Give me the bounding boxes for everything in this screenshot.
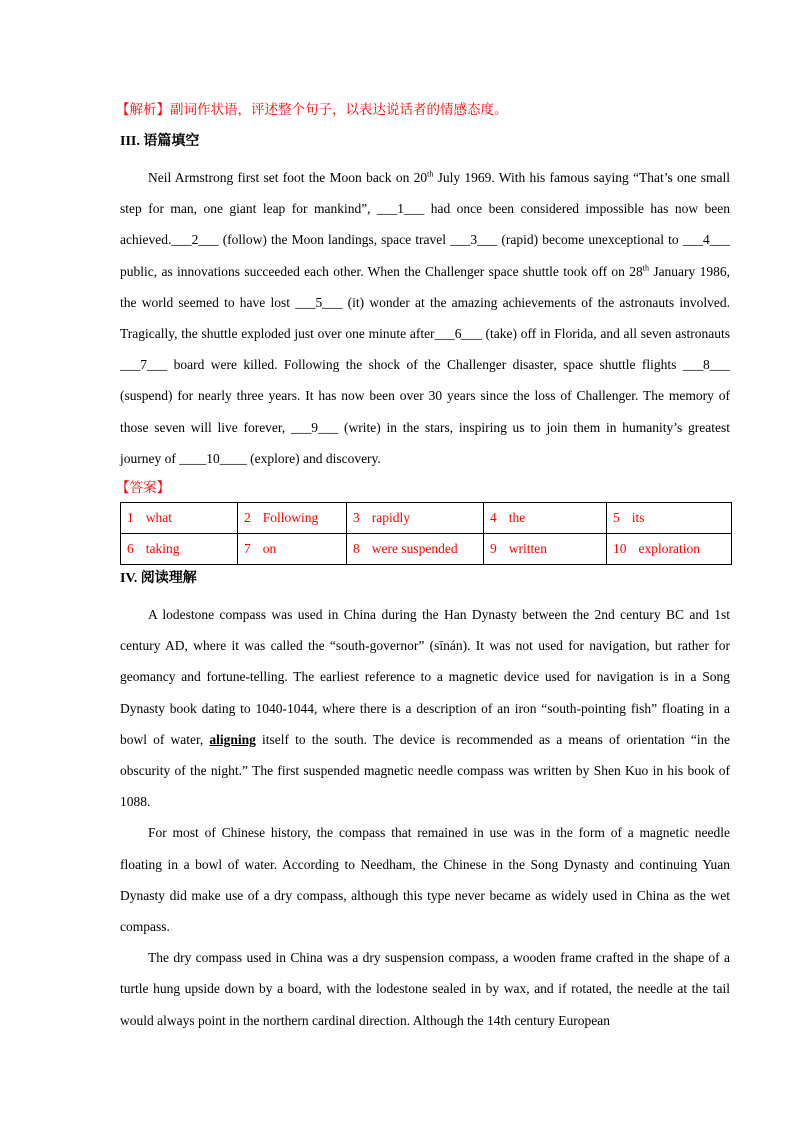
passage-part-3: January 1986, the world seemed to have lost ___5___ (it) wonder at the amazing achievements of the astronauts involved. Tragically, the shuttle exploded just over one minute after___6___ (take) off in Florida, and all seven astronauts ___7___ board were killed. Following the shock of the Challenger disaster, space shuttle flights ___8___ (suspend) for nearly three years. It has now been over 30 years since the loss of Challenger. The memory of those seven will live forever, ___9___ (write) in the stars, inspiring us to join them in humanity’s greatest journey of ____10____ (explore) and discovery. [120, 263, 731, 466]
answer-number: 7 [244, 541, 251, 557]
answer-number: 9 [490, 541, 497, 557]
passage-part-2: July 1969. With his famous saying “That’s one small step for man, one giant leap for mankind”, ___1___ had once been considered impossible has now been achieved.___2___ (follow) the Moon landings, space travel ___3___ (rapid) become unexceptional to ___4___ public, as innovations succeeded each other. When the Challenger space shuttle took off on 28 [120, 170, 731, 279]
keyword-aligning: aligning [209, 731, 256, 747]
passage-sup-2: th [642, 263, 649, 273]
reading-text: A lodestone compass was used in China during the Han Dynasty between the 2nd century BC and 1st century AD, where it was called the “south-governor” (sīnán). It was not used for navigation, but rather for geomancy and fortune-telling. The earliest reference to a magnetic device used for navigation is in a Song Dynasty book dating to 1040-1044, where there is a description of an iron “south-pointing fish” floating in a bowl of water, [120, 607, 730, 747]
answer-table [120, 502, 732, 565]
answer-number: 8 [353, 541, 360, 557]
answer-row [121, 534, 732, 565]
passage-sup-1: th [427, 169, 434, 179]
answer-number: 5 [613, 510, 620, 526]
answer-text: what [145, 510, 172, 526]
answer-cell [607, 534, 732, 565]
answer-text: rapidly [371, 510, 410, 526]
answer-cell [121, 534, 238, 565]
answer-text: its [631, 510, 645, 526]
answer-number: 3 [353, 510, 360, 526]
answer-row [121, 503, 732, 534]
reading-paragraph-2: For most of Chinese history, the compass that remained in use was in the form of a magnetic needle floating in a bowl of water. According to Needham, the Chinese in the Song Dynasty and continuing Yuan Dynasty did make use of a dry compass, although this type never became as widely used in China as the wet compass. [120, 825, 730, 935]
answer-label: 【答案】 [116, 480, 170, 496]
analysis-text: 副词作状语，评述整个句子，以表达说话者的情感态度。 [170, 102, 508, 117]
reading-paragraph-3: The dry compass used in China was a dry suspension compass, a wooden frame crafted in the shape of a turtle hung upside down by a board, with the lodestone sealed in by wax, and if rotated, the needle at the tail would always point in the northern cardinal direction. Although the 14th century European [120, 950, 730, 1028]
cloze-passage [120, 162, 730, 474]
answer-number: 4 [490, 510, 497, 526]
answer-number: 1 [127, 510, 134, 526]
answer-cell [484, 534, 607, 565]
answer-cell [347, 534, 484, 565]
answer-number: 2 [244, 510, 251, 526]
section-3-title: III. 语篇填空 [120, 134, 200, 149]
answer-cell [484, 503, 607, 534]
reading-passage [120, 599, 730, 1036]
answer-text: were suspended [371, 541, 458, 557]
answer-cell [238, 534, 347, 565]
answer-text: taking [145, 541, 180, 557]
answer-number: 6 [127, 541, 134, 557]
answer-cell [238, 503, 347, 534]
reading-text: itself to the south. The device is recommended as a means of orientation “in the obscurity of the night.” The first suspended magnetic needle compass was written by Shen Kuo in his book of 1088. [120, 731, 731, 810]
answer-text: Following [262, 510, 319, 526]
answer-text: exploration [638, 541, 700, 557]
passage-part-1: Neil Armstrong first set foot the Moon back on 20 [148, 170, 428, 185]
reading-paragraph-1 [120, 599, 730, 817]
answer-text: on [262, 541, 277, 557]
answer-text: the [508, 510, 526, 526]
section-4-title: IV. 阅读理解 [120, 571, 197, 587]
analysis-label: 【解析】 [116, 102, 170, 117]
analysis-note [116, 100, 730, 120]
answer-cell [607, 503, 732, 534]
answer-number: 10 [613, 541, 627, 557]
answer-cell [121, 503, 238, 534]
answer-text: written [508, 541, 547, 557]
document-content [116, 100, 731, 1036]
answer-cell [347, 503, 484, 534]
